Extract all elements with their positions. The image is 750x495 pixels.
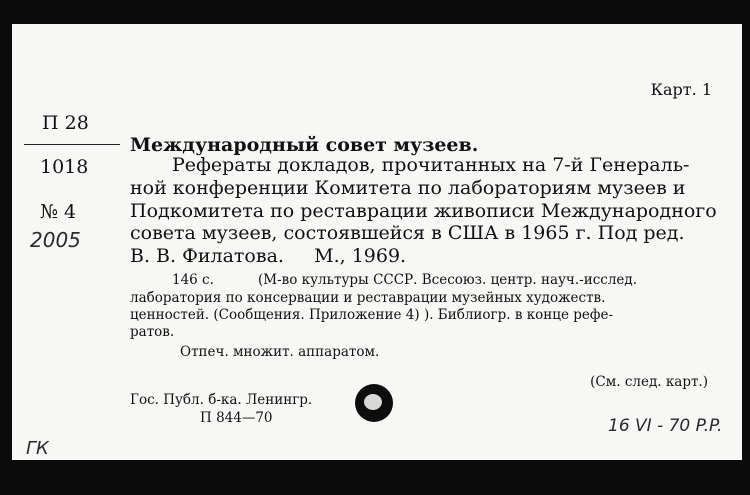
note-line: ценностей. (Сообщения. Приложение 4) ). Библиогр. в конце рефе- xyxy=(130,307,614,323)
body-line: совета музеев, состоявшейся в США в 1965 г. Под ред. xyxy=(130,222,685,244)
body-line: В. В. Филатова. М., 1969. xyxy=(130,245,407,267)
see-next-card: (См. след. карт.) xyxy=(590,374,708,390)
call-number-rule xyxy=(24,144,120,145)
call-number: П 28 xyxy=(42,112,89,134)
item-number: № 4 xyxy=(40,201,77,223)
entry-title: Международный совет музеев. xyxy=(130,134,479,156)
body-line: Подкомитета по реставрации живописи Международного xyxy=(130,200,717,222)
library-name: Гос. Публ. б-ка. Ленингр. xyxy=(130,392,313,408)
print-note: Отпеч. множит. аппаратом. xyxy=(180,344,380,360)
card-label: Карт. 1 xyxy=(650,80,712,99)
pages-count: 146 с. xyxy=(172,272,214,288)
body-line: ной конференции Комитета по лабораториям музеев и xyxy=(130,177,686,199)
body-line: Рефераты докладов, прочитанных на 7-й Генераль- xyxy=(172,154,690,176)
handwritten-initials: ГК xyxy=(26,438,49,459)
accession-number: 1018 xyxy=(40,156,89,178)
note-line: ратов. xyxy=(130,324,175,340)
punch-hole xyxy=(355,384,393,422)
handwritten-date: 16 VI - 70 P.P. xyxy=(608,416,723,436)
note-line: лаборатория по консервации и реставрации музейных художеств. xyxy=(130,290,606,306)
handwritten-left-note: 2005 xyxy=(30,228,81,252)
catalog-card xyxy=(12,24,742,460)
library-code: П 844—70 xyxy=(200,410,273,426)
note-line: (М-во культуры СССР. Всесоюз. центр. науч.-исслед. xyxy=(258,272,637,288)
